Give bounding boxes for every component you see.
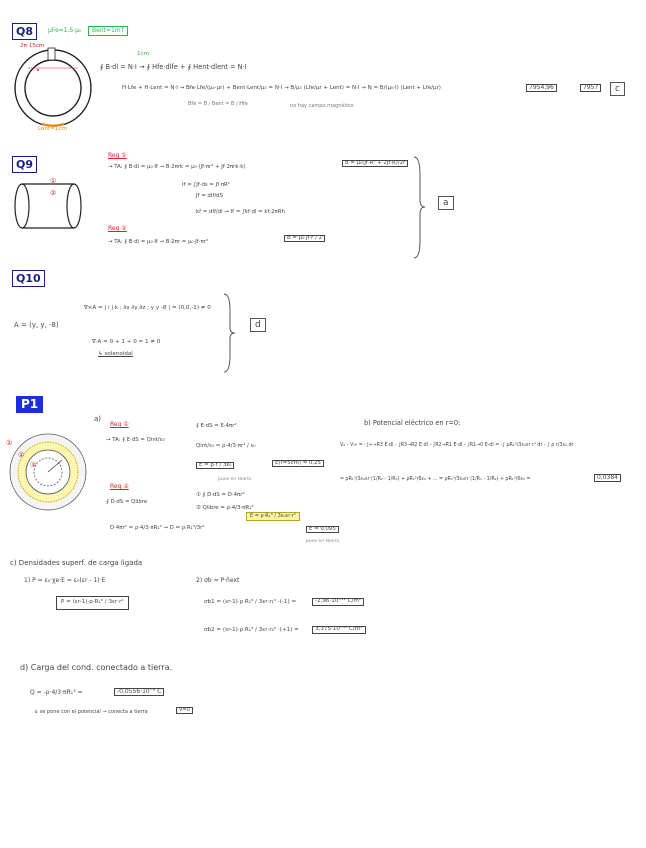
p1-mark3: ③ [30,461,37,469]
p1-c2-a-answer: -2,96·10⁻¹² C/m² [312,598,364,606]
p1-reg1-note: pues en teoría [218,477,252,482]
p1-mark1: ① [6,439,13,447]
q9-reg1-line1: → TA: ∮ B·dl = μ₀·If → B·2πrk = μ₀·(Jf·πr² + Jf·2πrk·k) [108,164,246,170]
p1-label: P1 [16,396,43,413]
p1-sphere-figure [6,420,90,520]
q9-mark2: ② [50,189,57,197]
q8-line1: ∮ B·dl = N·I → ∮ Hfe·dlfe + ∮ Hent·dlent = N·I [100,63,247,71]
q8-toroid-figure [8,40,98,136]
p1-b-answer: 0,0384 [594,474,621,482]
q8-note: no hay campo magnético [290,103,354,109]
p1-reg2-a: ① ∮ D·dS = D·4πr² [196,492,245,498]
p1-reg1-final: E(r=5cm) = 0,25 [272,460,324,467]
p1-d-title: d) Carga del cond. conectado a tierra. [20,663,173,672]
p1-reg1: Reg ① [110,421,129,428]
p1-c2-b-answer: 3,375·10⁻¹² C/m² [312,626,366,634]
q9-mark1: ① [50,177,57,185]
q8-choice: c [610,82,625,96]
q9-label: Q9 [12,156,37,173]
q8-line2: H·Lfe + H·Lent = N·I → Bfe·Lfe/(μ₀·μr) + Bent·Lent/μ₀ = N·I → B/μ₀ (Lfe/μr + Lent) = N·I → N = B/(μ₀·I) (Lent + Lfe/μr) [122,85,441,91]
p1-c2-b: σb2 = (εr-1)·ρ·R₁³ / 3εr·r₂² ·(+1) = [204,627,299,633]
q10-div-note: ↳ solenoidal [98,351,133,357]
q9-brace [412,155,426,260]
p1-c2: 2) σb = P·n̂ext [196,577,240,584]
p1-reg1-ta: → TA: ∮ E·dS = Qint/ε₀ [106,437,165,443]
p1-reg2-highlight: E = ρ·R₁³ / 3ε₀εr·r² [246,512,300,521]
p1-c1-result: P = (εr-1)·ρ·R₁³ / 3εr·r² [56,596,129,610]
p1-d-line: Q = -ρ·4/3·πR₁³ = [30,689,83,696]
p1-reg1-eq2: Qint/ε₀ = ρ·4/3·πr³ / ε₀ [196,443,256,449]
q9-reg2-result: B = μ₀·Jf·r / 2 [284,235,325,242]
q8-lfe-label: 2π·15cm [20,43,45,49]
p1-reg1-eq1: ∮ E·dS = E·4πr² [196,423,237,429]
q8-given-green: μFe=1,5·μ₀ [48,27,82,34]
p1-mark2: ② [18,451,25,459]
p1-c2-a: σb1 = (εr-1)·ρ·R₁³ / 3εr·r₁² ·(-1) = [204,599,297,605]
p1-reg1-result: E = ρ·r / 3ε₀ [196,462,234,469]
q10-curl: ∇×A = | i j k ; ∂x ∂y ∂z ; y y -8 | = (0,0,-1) ≠ 0 [84,305,211,311]
q9-reg1-line4: kf = dIf/dl → If = ∫kf·dl = kf·2πRh [196,209,285,215]
p1-reg2-note: pues en teoría [306,539,340,544]
q10-label: Q10 [12,270,45,287]
q8-line2-sub: Bfe = B / Bent = B / Hfe [188,101,248,107]
q8-gap-label: 1cm [137,51,150,57]
q9-reg1: Reg ① [108,152,127,159]
p1-d-answer: -0,0556·10⁻⁹ C [114,688,164,696]
q9-reg1-line2: If = ∫Jf·ds = Jf·πR² [182,182,230,188]
p1-d-note-box: V=0 [176,707,193,714]
p1-c1: 1) P = ε₀·χe·E = ε₀(εr - 1)·E [24,577,106,584]
q10-choice: d [250,318,266,332]
p1-reg2-line: D·4πr² = ρ·4/3·πR₁³ → D = ρ·R₁³/3r² [110,525,205,531]
q10-div: ∇·A = 0 + 1 + 0 = 1 ≠ 0 [92,339,161,345]
p1-b-title: b) Potencial eléctrico en r=0: [364,419,461,427]
q10-brace [222,292,236,374]
q8-label: Q8 [12,23,37,40]
q8-given-box: Bent=1mT [88,26,128,36]
q9-reg2: Reg ② [108,225,127,232]
p1-reg2: Reg ② [110,483,129,490]
q8-answer: 7954,96 [526,84,557,92]
p1-b-line1: V₀ - V∞ = -∫∞→R3 E·dl - ∫R3→R2 E·dl - ∫R2→R1 E·dl - ∫R1→0 E·dl = -∫ ρR₁³/3ε₀εr r² dr - ∫ ρ r/3ε₀ dr [340,443,574,448]
p1-reg2-final: E = 0,095 [306,526,339,533]
q9-cylinder-figure [12,176,84,236]
p1-a-label: a) [94,415,102,423]
q9-choice: a [438,196,454,210]
p1-c-title: c) Densidades superf. de carga ligada [10,559,143,567]
q9-reg2-line: → TA: ∮ B·dl = μ₀·If → B·2πr = μ₀·Jf·πr² [108,239,209,245]
p1-d-note: ↳ se pone con el potencial → conecta a tierra [34,709,148,715]
p1-reg2-b: ② Qlibre = ρ·4/3·πR₁³ [196,505,254,511]
p1-b-line2: = ρR₁³/3ε₀εr (1/R₂ - 1/R₃) + ρR₁²/6ε₀ + ... = ρR₁³/3ε₀εr (1/R₁ - 1/R₂) + ρR₁²/6ε₀ = [340,477,531,482]
p1-reg2-d: ∮ D·dS = Qlibre [106,499,148,505]
q10-vector: A = (y, y, -8) [14,321,59,329]
q8-answer-approx: 7957 [580,84,601,92]
q9-reg1-line3: Jf = dIf/dS [196,193,224,199]
q8-lent-label: Lent=1cm [38,126,67,132]
q9-reg1-result: B = μ₀(Jf·R² + 2Jf·R)/2r [342,160,408,167]
